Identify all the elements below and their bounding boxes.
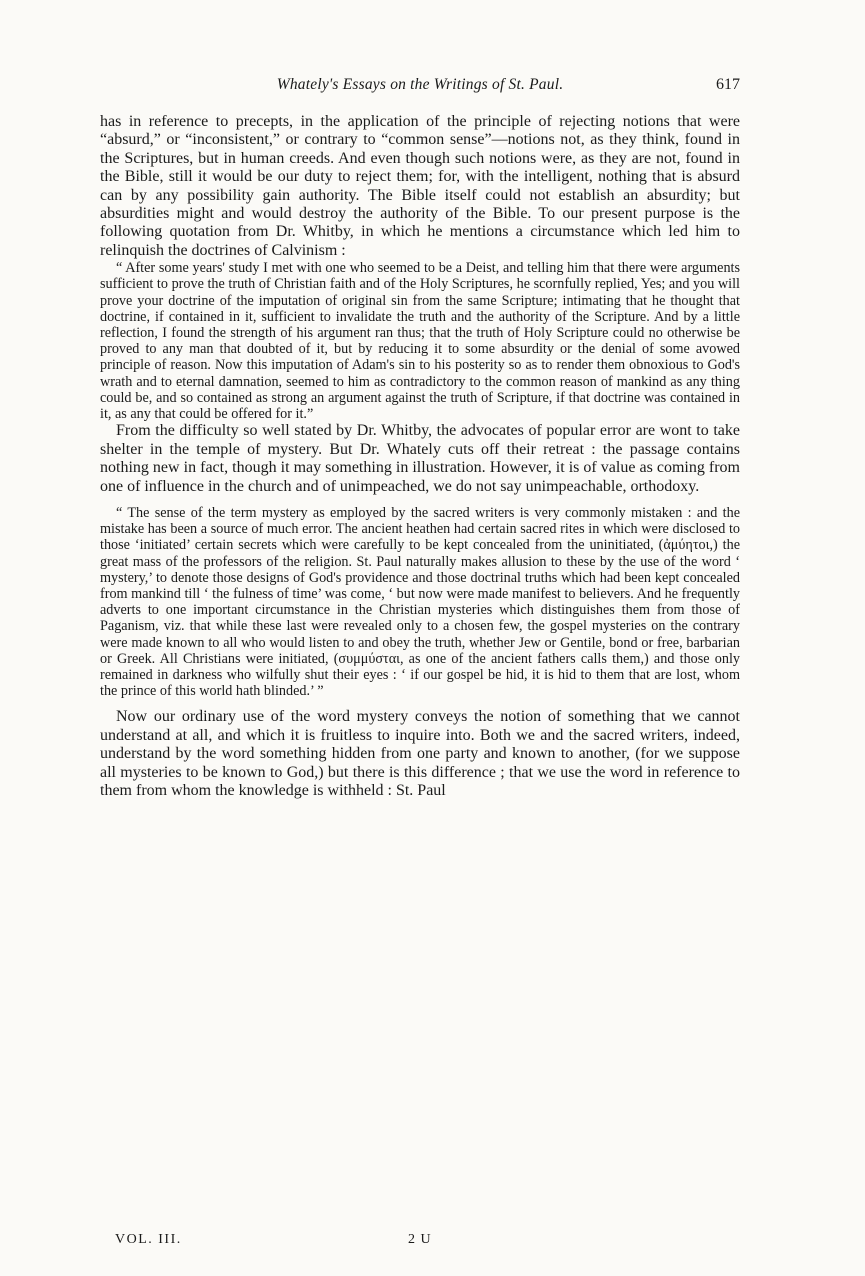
quote-whately-mystery: “ The sense of the term mystery as employed by the sacred writers is very commonly mistaken : and the mistake has been a source of much error. The ancient heathen had certain sacred rites in which were disclosed to those ‘initiated’ certain secrets which were carefully to be kept concealed from the uninitiated, (ἀμύητοι,) the great mass of the professors of the religion. St. Paul naturally makes allusion to these by the use of the word ‘ mystery,’ to denote those designs of God's providence and those doctrinal truths which had been kept concealed from mankind till ‘ the fulness of time’ was come, ‘ but now were made manifest to believers. And he frequently adverts to one important circumstance in the Christian mysteries which distinguishes them from those of Paganism, viz. that while these last were revealed only to a chosen few, the gospel mysteries on the contrary were made known to all who would listen to and obey the truth, whether Jew or Gentile, bond or free, barbarian or Greek. All Christians were initiated, (συμμύσται, as one of the ancient fathers calls them,) and those only remained in darkness who wilfully shut their eyes : ‘ if our gospel be hid, it is hid to them that are lost, whom the prince of this world hath blinded.’ ” [100,504,740,700]
paragraph-ordinary-use: Now our ordinary use of the word mystery conveys the notion of something that we cannot understand at all, and which it is fruitless to inquire into. Both we and the sacred writers, indeed, understand by the word something hidden from one party and known to another, (for we suppose all mysteries to be known to God,) but there is this difference ; that we use the word in reference to them from whom the knowledge is withheld : St. Paul [100,708,740,799]
paragraph-intro: has in reference to precepts, in the application of the principle of rejecting notions that were “absurd,” or “inconsistent,” or contrary to “common sense”—notions not, as they think, found in the Scriptures, but in human creeds. And even though such notions were, as they are not, found in the Bible, still it would be our duty to reject them; for, with the intelligent, nothing that is absurd can by any possibility gain authority. The Bible itself could not establish an absurdity; but absurdities might and would destroy the authority of the Bible. To our present purpose is the following quotation from Dr. Whitby, in which he mentions a circumstance which led him to relinquish the doctrines of Calvinism : [100,113,740,259]
page-number: 617 [716,76,740,93]
page-footer [115,1232,455,1252]
page-header [100,76,740,102]
paragraph-mystery-shelter: From the difficulty so well stated by Dr. Whitby, the advocates of popular error are wont to take shelter in the temple of mystery. But Dr. Whately cuts off their retreat : the passage contains nothing new in fact, though it may something in illustration. However, it is of value as coming from one of influence in the church and of unimpeached, we do not say unimpeachable, orthodoxy. [100,422,740,495]
running-head: Whately's Essays on the Writings of St. Paul. [276,76,564,93]
quote-whitby: “ After some years' study I met with one who seemed to be a Deist, and telling him that there were arguments sufficient to prove the truth of Christian faith and of the Holy Scriptures, he scornfully replied, Yes; and you will prove your doctrine of the imputation of original sin from the same Scripture; intimating that he thought that doctrine, if contained in it, sufficient to invalidate the truth and the authority of the Scripture. And by a little reflection, I found the strength of his argument ran thus; that the truth of Holy Scripture could no otherwise be proved to any man that doubted of it, but by reducing it to some absurdity or the denial of some avowed principle of reason. Now this imputation of Adam's sin to his posterity so as to render them obnoxious to God's wrath and to eternal damnation, seemed to him as contradictory to the common reason of mankind as any thing could be, and so contained as strong an argument against the truth of Scripture, if that doctrine was contained in it, as any that could be offered for it.” [100,260,740,423]
page-body [100,113,740,800]
signature-mark: 2 U [408,1232,432,1247]
volume-label: VOL. III. [115,1232,182,1247]
